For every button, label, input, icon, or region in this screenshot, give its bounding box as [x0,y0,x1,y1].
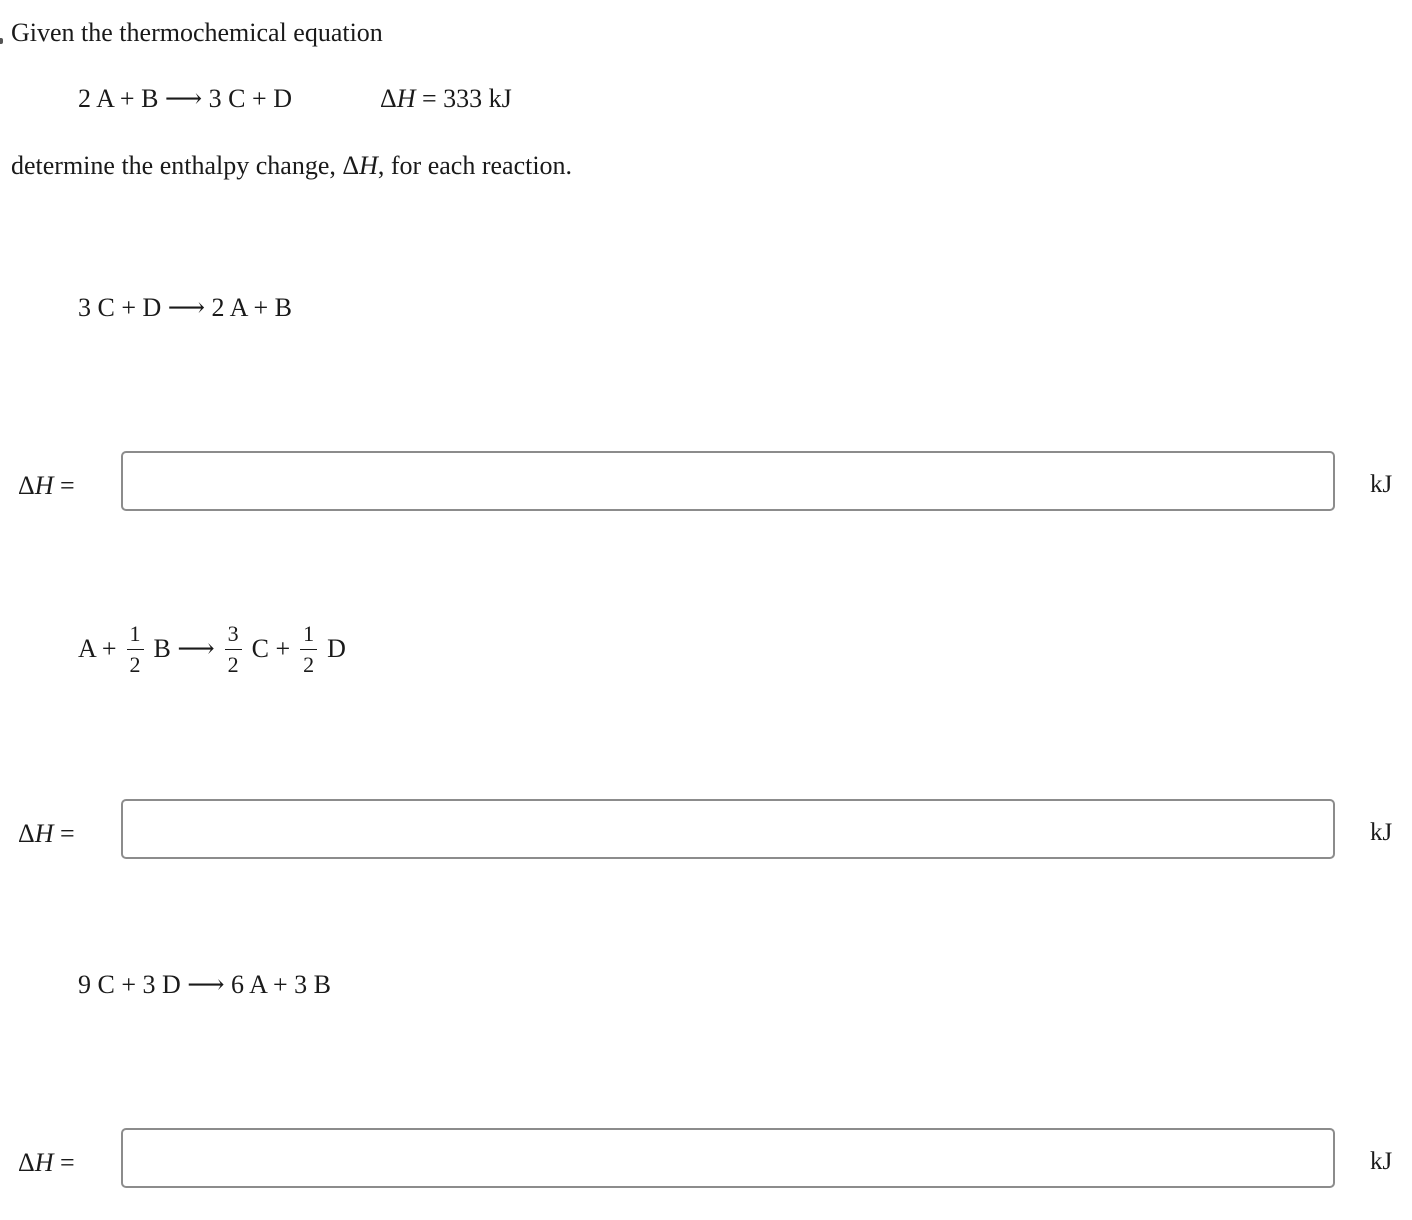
reaction-2-equation: A + $\frac{1}{2}$ B ⟶ $\frac{3}{2}$ C + $\frac{1}{2}$ D [78,620,346,677]
delta-symbol: Δ [380,84,397,113]
answer-1-box[interactable] [121,451,1335,511]
delta-symbol: Δ [342,151,360,180]
answer-2-input[interactable] [123,801,1333,857]
answer-1-unit: kJ [1370,471,1393,498]
answer-2-unit: kJ [1370,819,1393,846]
h-symbol: H [359,151,378,180]
instruction-text: determine the enthalpy change, ΔH, for each reaction. [11,151,573,180]
h-symbol: H [396,84,416,113]
answer-3-unit: kJ [1370,1148,1393,1175]
fraction-three-halves: $\frac{3}{2}$ [225,621,242,678]
question-intro: Given the thermochemical equation [11,18,383,47]
given-equation: 2 A + B ⟶ 3 C + D [78,84,292,113]
fraction-one-half: $\frac{1}{2}$ [300,621,317,678]
answer-3-label: ΔH = [18,1148,75,1177]
answer-2-box[interactable] [121,799,1335,859]
answer-3-box[interactable] [121,1128,1335,1188]
fraction-one-half: $\frac{1}{2}$ [127,621,144,678]
given-enthalpy [380,80,512,118]
given-enthalpy-value: = 333 kJ [415,84,512,113]
answer-1-input[interactable] [123,453,1333,509]
answer-1-label: ΔH = [18,471,75,500]
left-edge-marker [0,38,3,44]
answer-2-label: ΔH = [18,819,75,848]
reaction-3-equation: 9 C + 3 D ⟶ 6 A + 3 B [78,970,331,999]
answer-3-input[interactable] [123,1130,1333,1186]
reaction-1-equation: 3 C + D ⟶ 2 A + B [78,293,292,322]
